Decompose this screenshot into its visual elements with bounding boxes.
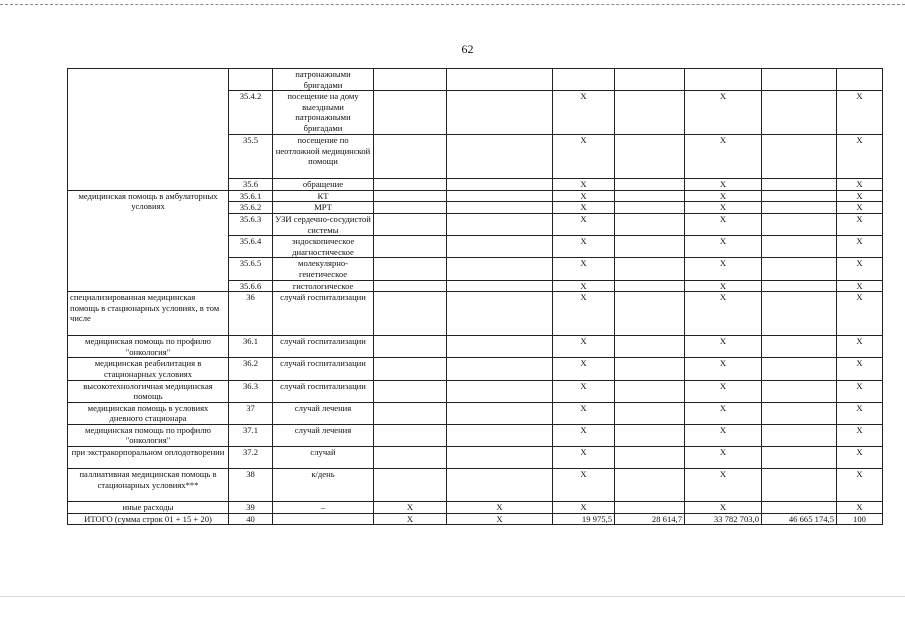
cell [447,258,553,280]
cell [762,179,837,191]
cell [615,91,685,135]
cell: Х [447,502,553,514]
row-code: 35.6.2 [229,202,273,214]
cell: Х [837,502,883,514]
cell [374,358,447,380]
cell: 46 665 174,5 [762,513,837,525]
cell: Х [553,424,615,446]
cell: Х [553,380,615,402]
cell: Х [837,179,883,191]
row-unit: МРТ [273,202,374,214]
row-code: 40 [229,513,273,525]
table-row [68,469,883,502]
cell [447,236,553,258]
cell: Х [837,280,883,292]
row-label: ИТОГО (сумма строк 01 + 15 + 20) [68,513,229,525]
row-code: 39 [229,502,273,514]
cell [447,190,553,202]
cell [685,69,762,91]
row-unit [273,513,374,525]
row-code: 35.6 [229,179,273,191]
cell: Х [837,469,883,502]
row-label: специализированная медицинская помощь в стационарных условиях, в том числе [68,292,229,336]
cell [615,402,685,424]
cell [615,280,685,292]
row-code: 35.6.3 [229,213,273,235]
cell [447,469,553,502]
cell [762,280,837,292]
row-label: медицинская помощь по профилю "онкология" [68,336,229,358]
cell [374,380,447,402]
row-unit: молекулярно-генетическое [273,258,374,280]
cell [447,358,553,380]
cell [762,447,837,469]
cell [447,402,553,424]
row-code: 36.1 [229,336,273,358]
table-row [68,336,883,358]
cell [374,91,447,135]
row-code: 36 [229,292,273,336]
cell [374,179,447,191]
cell [762,91,837,135]
cell: Х [685,213,762,235]
cell [374,236,447,258]
cell: Х [685,135,762,179]
cell [762,336,837,358]
cell [447,380,553,402]
cell: Х [553,190,615,202]
table-row [68,502,883,514]
cell: Х [553,447,615,469]
cell: Х [553,213,615,235]
cell: Х [837,91,883,135]
table-row [68,424,883,446]
cell [374,402,447,424]
row-code: 35.6.6 [229,280,273,292]
cell [374,190,447,202]
cell [615,424,685,446]
cell: Х [837,447,883,469]
row-label: при экстракорпоральном оплодотворении [68,447,229,469]
cell [447,292,553,336]
row-unit: патронажными бригадами [273,69,374,91]
row-unit: посещение на дому выездными патронажными бригадами [273,91,374,135]
row-unit: к/день [273,469,374,502]
table-row [68,447,883,469]
cell [447,135,553,179]
cell [762,358,837,380]
row-label: медицинская помощь в амбулаторных условиях [68,190,229,291]
cell: Х [685,258,762,280]
cell: Х [553,502,615,514]
cell: Х [685,179,762,191]
cell [615,358,685,380]
cell: Х [685,502,762,514]
row-unit: случай госпитализации [273,380,374,402]
cell [837,69,883,91]
cell [762,135,837,179]
row-label [68,69,229,191]
row-label: медицинская реабилитация в стационарных условиях [68,358,229,380]
cell [615,447,685,469]
table-row [68,513,883,525]
row-code: 35.6.4 [229,236,273,258]
cell [762,258,837,280]
cell [615,258,685,280]
cell [615,179,685,191]
cell [615,190,685,202]
cell: 100 [837,513,883,525]
financing-table [67,68,883,525]
cell [447,280,553,292]
cell: Х [553,402,615,424]
cell: Х [837,135,883,179]
row-code: 38 [229,469,273,502]
cell [374,424,447,446]
cell: Х [685,402,762,424]
cell [447,202,553,214]
cell: Х [685,280,762,292]
cell: Х [553,91,615,135]
row-label: паллиативная медицинская помощь в стационарных условиях*** [68,469,229,502]
cell: Х [553,179,615,191]
row-unit: эндоскопическое диагностическое [273,236,374,258]
row-code: 35.6.1 [229,190,273,202]
cell: Х [685,190,762,202]
cell [374,202,447,214]
cell [374,280,447,292]
cell [615,213,685,235]
row-unit: посещение по неотложной медицинской помощи [273,135,374,179]
cell [447,447,553,469]
cell [447,336,553,358]
row-unit: случай госпитализации [273,358,374,380]
cell: Х [553,202,615,214]
table-row [68,380,883,402]
row-code: 36.3 [229,380,273,402]
cell: Х [837,402,883,424]
row-code: 37.2 [229,447,273,469]
row-code: 37.1 [229,424,273,446]
scan-bottom-edge [0,596,905,597]
cell: Х [837,336,883,358]
cell: 33 782 703,0 [685,513,762,525]
cell [615,380,685,402]
cell: Х [553,280,615,292]
cell: Х [837,292,883,336]
cell: Х [837,258,883,280]
cell: Х [685,292,762,336]
page-number: 62 [461,42,474,56]
cell [615,469,685,502]
cell: Х [685,91,762,135]
row-unit: случай госпитализации [273,292,374,336]
cell: Х [685,202,762,214]
cell [762,213,837,235]
table-row [68,292,883,336]
cell [374,258,447,280]
cell: Х [837,380,883,402]
cell [762,236,837,258]
row-code: 35.4.2 [229,91,273,135]
row-code: 35.6.5 [229,258,273,280]
row-unit: случай лечения [273,424,374,446]
cell [374,336,447,358]
cell: Х [837,424,883,446]
row-code [229,69,273,91]
cell: Х [447,513,553,525]
cell: Х [553,292,615,336]
cell [762,69,837,91]
cell [762,424,837,446]
cell: Х [553,135,615,179]
cell [447,213,553,235]
cell: Х [374,502,447,514]
cell: Х [837,236,883,258]
table-row [68,402,883,424]
cell [615,135,685,179]
cell: Х [553,258,615,280]
cell [374,135,447,179]
cell [374,447,447,469]
cell: 19 975,5 [553,513,615,525]
cell [374,469,447,502]
cell [374,213,447,235]
row-unit: случай госпитализации [273,336,374,358]
cell [762,469,837,502]
row-unit: гистологическое [273,280,374,292]
cell [762,292,837,336]
cell: Х [685,236,762,258]
row-unit: КТ [273,190,374,202]
cell [615,202,685,214]
cell [762,202,837,214]
row-unit: УЗИ сердечно-сосудистой системы [273,213,374,235]
cell: Х [685,424,762,446]
cell [762,502,837,514]
cell: Х [685,447,762,469]
cell: Х [837,213,883,235]
row-code: 36.2 [229,358,273,380]
table-row [68,358,883,380]
table-row [68,190,883,202]
cell [615,236,685,258]
cell [447,179,553,191]
cell: Х [685,336,762,358]
row-unit: – [273,502,374,514]
cell: Х [837,202,883,214]
row-code: 37 [229,402,273,424]
cell [762,402,837,424]
cell [615,292,685,336]
cell [447,91,553,135]
cell: Х [685,358,762,380]
cell: Х [685,380,762,402]
row-label: медицинская помощь в условиях дневного стационара [68,402,229,424]
cell: Х [837,358,883,380]
row-code: 35.5 [229,135,273,179]
table-row [68,69,883,91]
cell [615,502,685,514]
cell [447,69,553,91]
cell [374,292,447,336]
row-unit: случай лечения [273,402,374,424]
cell [615,336,685,358]
cell [447,424,553,446]
cell: Х [553,336,615,358]
cell: Х [553,358,615,380]
cell: Х [685,469,762,502]
cell: Х [553,469,615,502]
row-label: иные расходы [68,502,229,514]
row-unit: случай [273,447,374,469]
cell: 28 614,7 [615,513,685,525]
cell [553,69,615,91]
scan-top-edge [0,4,905,7]
cell [762,380,837,402]
row-label: высокотехнологичная медицинская помощь [68,380,229,402]
cell [374,69,447,91]
cell [762,190,837,202]
cell: Х [837,190,883,202]
cell: Х [374,513,447,525]
cell [615,69,685,91]
row-unit: обращение [273,179,374,191]
row-label: медицинская помощь по профилю "онкология" [68,424,229,446]
cell: Х [553,236,615,258]
